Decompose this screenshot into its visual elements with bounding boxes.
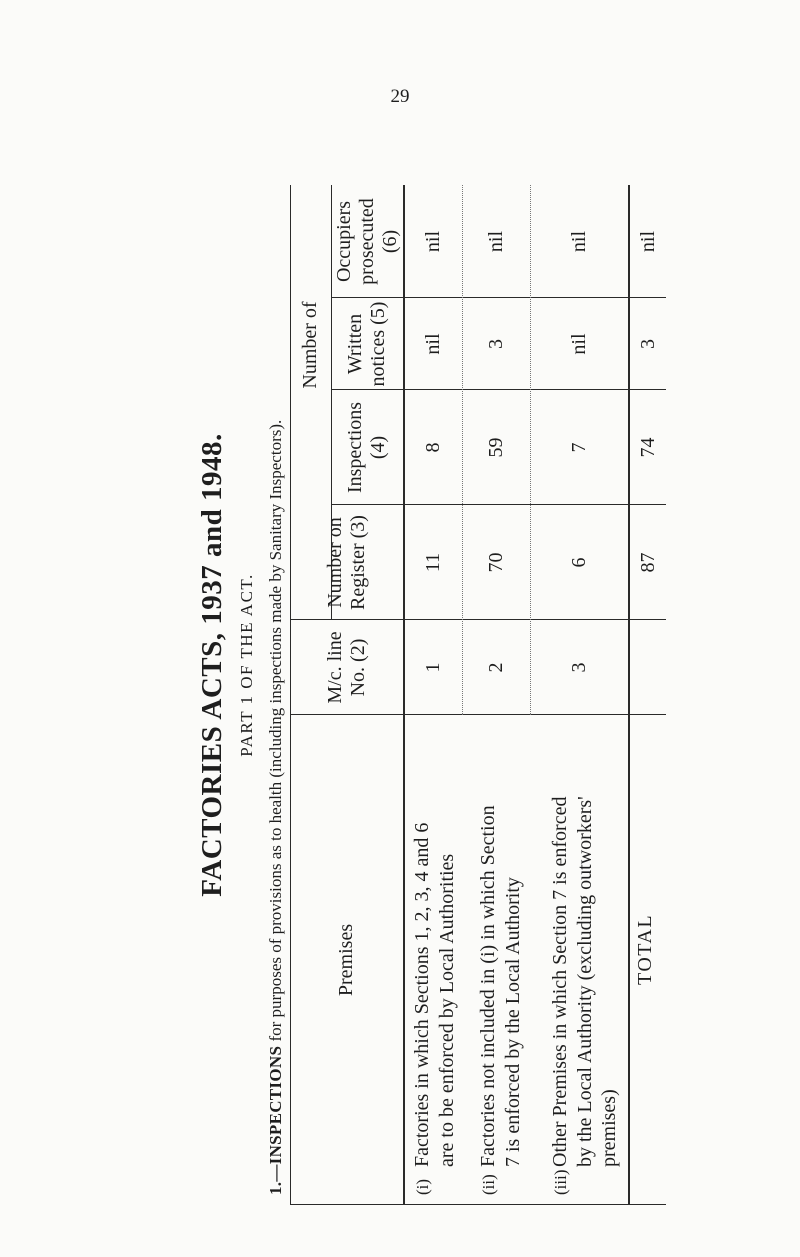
row-number: (iii)	[551, 1169, 570, 1195]
row-label-line: by the Local Authority (excluding outworkers'	[574, 796, 596, 1167]
cell-notices: nil	[567, 333, 590, 355]
page-number: 29	[390, 86, 410, 107]
cell-register: 6	[567, 557, 590, 568]
row-label-line: Factories not included in (i) in which Section	[477, 805, 499, 1167]
header-written-notices: Written notices (5)	[344, 301, 389, 387]
row-label-line: Other Premises in which Section 7 is enforced	[549, 796, 571, 1167]
page-title: FACTORIES ACTS, 1937 and 1948.	[196, 433, 228, 897]
cell-inspections: 7	[567, 442, 590, 453]
row-number: (ii)	[479, 1174, 498, 1195]
table-row-label	[548, 720, 621, 1195]
section-heading	[263, 135, 289, 1195]
row-label-line: premises)	[598, 1089, 620, 1167]
row-number: (i)	[413, 1178, 432, 1195]
total-notices: 3	[636, 339, 659, 349]
header-register: Number on Register (3)	[323, 515, 369, 610]
cell-inspections: 8	[421, 442, 444, 453]
cell-mc-line: 1	[421, 662, 444, 673]
section-text: for purposes of provisions as to health (including inspections made by Sanitary Inspectors).	[266, 419, 285, 1042]
cell-notices: nil	[421, 333, 444, 355]
cell-mc-line: 2	[484, 662, 507, 673]
part-subtitle: PART 1 OF THE ACT.	[237, 573, 256, 757]
table-row-label	[476, 720, 525, 1195]
total-label: TOTAL	[634, 913, 656, 985]
row-label-line: 7 is enforced by the Local Authority	[502, 877, 524, 1167]
header-inspections: Inspections (4)	[344, 401, 389, 494]
total-inspections: 74	[636, 437, 659, 458]
row-label-line: are to be enforced by Local Authorities	[436, 853, 458, 1167]
header-occupiers-prosecuted: Occupiers prosecuted (6)	[332, 198, 401, 285]
cell-inspections: 59	[484, 437, 507, 458]
cell-register: 70	[484, 552, 507, 573]
cell-prosecuted: nil	[567, 230, 590, 253]
table-row-label	[410, 720, 459, 1195]
cell-mc-line: 3	[567, 662, 590, 673]
cell-register: 11	[421, 552, 444, 573]
row-label-line: Factories in which Sections 1, 2, 3, 4 and 6	[411, 822, 433, 1167]
cell-prosecuted: nil	[484, 230, 507, 253]
cell-prosecuted: nil	[421, 230, 444, 253]
section-label: 1.—INSPECTIONS	[266, 1045, 285, 1195]
cell-notices: 3	[484, 339, 507, 349]
header-premises: Premises	[335, 923, 357, 997]
inspections-table	[290, 185, 680, 1205]
total-register: 87	[636, 552, 659, 573]
rotated-sheet	[190, 125, 659, 1205]
header-number-of: Number of	[299, 301, 321, 389]
total-prosecuted: nil	[636, 230, 659, 253]
header-mc-line: M/c. line No. (2)	[323, 631, 369, 704]
